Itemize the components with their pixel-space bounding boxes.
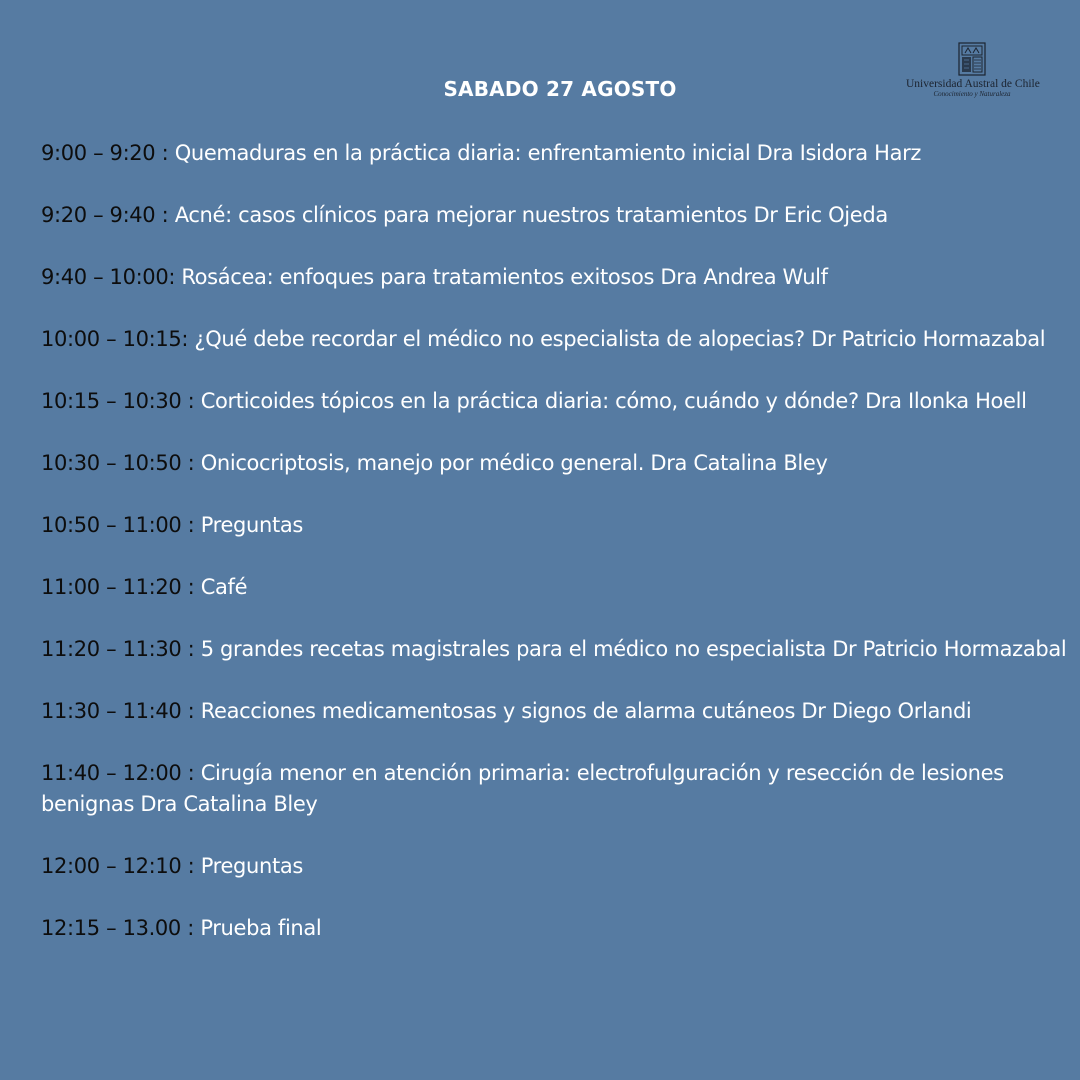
schedule-time: 11:00 – 11:20 : — [41, 575, 195, 599]
schedule-item — [41, 448, 1071, 479]
university-logo — [906, 42, 1038, 106]
university-name: Universidad Austral de Chile — [906, 78, 1040, 90]
schedule-description: Cirugía menor en atención primaria: electrofulguración y resección de lesiones benignas Dra Catalina Bley — [41, 761, 1004, 816]
schedule-item — [41, 572, 1071, 603]
schedule-item — [41, 634, 1071, 665]
schedule-time: 12:15 – 13.00 : — [41, 916, 194, 940]
schedule-item — [41, 510, 1071, 541]
schedule-item — [41, 696, 1071, 727]
schedule-item — [41, 138, 1071, 169]
schedule-time: 9:20 – 9:40 : — [41, 203, 169, 227]
schedule-description: Reacciones medicamentosas y signos de alarma cutáneos Dr Diego Orlandi — [194, 699, 972, 723]
schedule-time: 12:00 – 12:10 : — [41, 854, 195, 878]
schedule-description: Quemaduras en la práctica diaria: enfrentamiento inicial Dra Isidora Harz — [168, 141, 922, 165]
schedule-time: 11:40 – 12:00 : — [41, 761, 195, 785]
schedule-item — [41, 324, 1071, 355]
schedule-description: Café — [194, 575, 248, 599]
schedule-item — [41, 913, 1071, 944]
schedule-item — [41, 200, 1071, 231]
schedule-item — [41, 758, 1071, 820]
schedule-description: Preguntas — [194, 854, 303, 878]
schedule-time: 10:15 – 10:30 : — [41, 389, 195, 413]
schedule-time: 11:20 – 11:30 : — [41, 637, 195, 661]
schedule-description: Preguntas — [194, 513, 303, 537]
schedule-description: Rosácea: enfoques para tratamientos exitosos Dra Andrea Wulf — [175, 265, 828, 289]
schedule-description: 5 grandes recetas magistrales para el médico no especialista Dr Patricio Hormazabal — [194, 637, 1067, 661]
schedule-description: Prueba final — [194, 916, 322, 940]
schedule-item — [41, 262, 1071, 293]
university-tagline: Conocimiento y Naturaleza — [933, 90, 1011, 98]
university-crest-icon — [958, 42, 986, 76]
schedule-list — [41, 138, 1071, 975]
schedule-item — [41, 386, 1071, 417]
schedule-time: 10:00 – 10:15: — [41, 327, 189, 351]
page-title: SABADO 27 AGOSTO — [443, 77, 677, 101]
schedule-time: 9:40 – 10:00: — [41, 265, 176, 289]
schedule-description: ¿Qué debe recordar el médico no especialista de alopecias? Dr Patricio Hormazabal — [188, 327, 1046, 351]
schedule-time: 9:00 – 9:20 : — [41, 141, 169, 165]
schedule-description: Acné: casos clínicos para mejorar nuestros tratamientos Dr Eric Ojeda — [168, 203, 888, 227]
schedule-description: Corticoides tópicos en la práctica diaria: cómo, cuándo y dónde? Dra Ilonka Hoell — [194, 389, 1027, 413]
schedule-time: 10:50 – 11:00 : — [41, 513, 195, 537]
schedule-description: Onicocriptosis, manejo por médico general. Dra Catalina Bley — [194, 451, 828, 475]
schedule-time: 10:30 – 10:50 : — [41, 451, 195, 475]
schedule-item — [41, 851, 1071, 882]
schedule-time: 11:30 – 11:40 : — [41, 699, 195, 723]
